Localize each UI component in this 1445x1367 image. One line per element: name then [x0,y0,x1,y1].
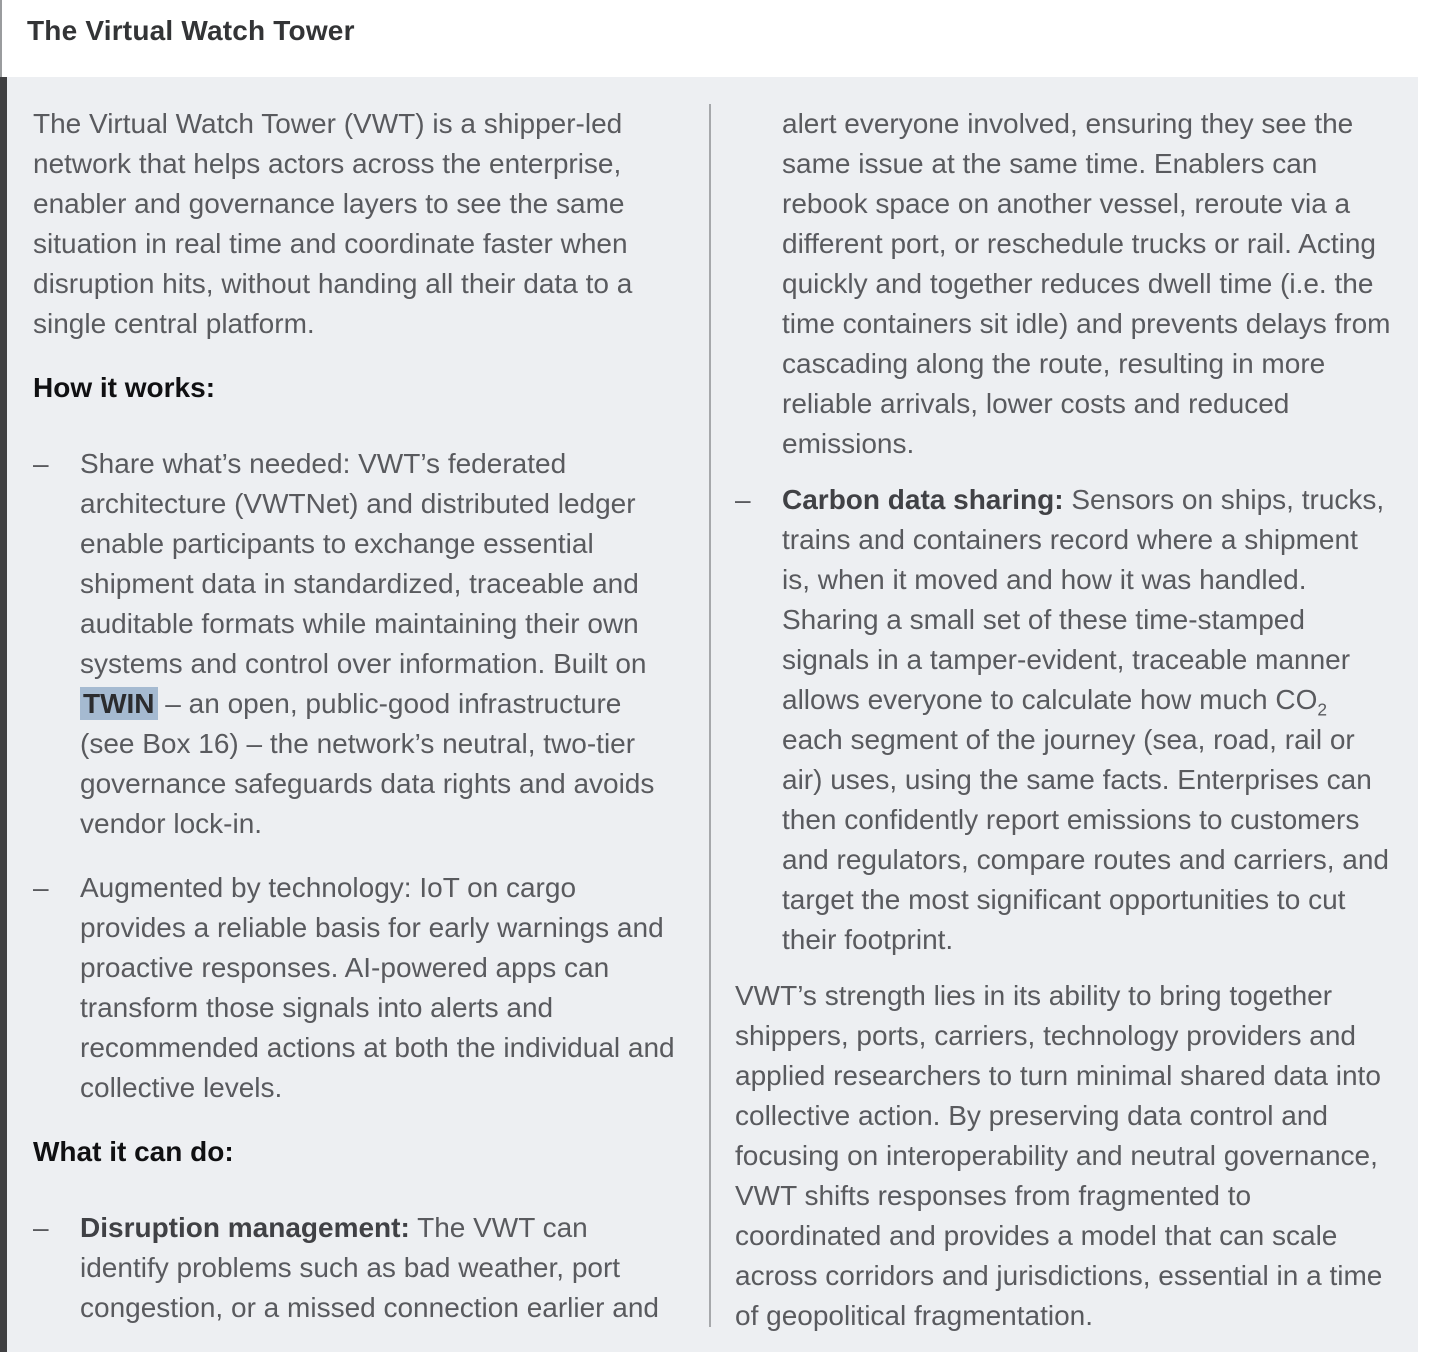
bullet-share-text-before: Share what’s needed: VWT’s federated architecture (VWTNet) and distributed ledger enable participants to exchange essential shipment data in standardized, traceable and auditable formats while maintaining their own systems and control over information. Built on [80,448,647,679]
bullet-augmented-by-technology [33,868,681,1108]
bullet-share-whats-needed [33,444,681,844]
bullet-dash-icon: – [33,448,49,479]
bullet-disruption-management [33,1208,681,1328]
bullet-carbon-part2: each segment of the journey (sea, road, rail or air) uses, using the same facts. Enterprises can then confidently report emissions to customers and regulators, compare routes and carriers, and target the most significant opportunities to cut their footprint. [782,724,1389,955]
box-title-bar [0,0,1445,77]
left-column [7,77,681,1352]
bullet-text [80,1208,681,1328]
bullet-share-text-after: – an open, public-good infrastructure (see Box 16) – the network’s neutral, two-tier governance safeguards data rights and avoids vendor lock-in. [80,688,655,839]
what-it-can-do-heading: What it can do: [33,1136,234,1167]
continuation-text: alert everyone involved, ensuring they see the same issue at the same time. Enablers can rebook space on another vessel, reroute via a different port, or reschedule trucks or rail. Acting quickly and together reduces dwell time (i.e. the time containers sit idle) and prevents delays from cascading along the route, resulting in more reliable arrivals, lower costs and reduced emissions. [782,108,1391,459]
bullet-dash-spacer [735,104,782,464]
bullet-text: Augmented by technology: IoT on cargo provides a reliable basis for early warnings and proactive responses. AI-powered apps can transform those signals into alerts and recommended actions at both the individual and collective levels. [80,872,675,1103]
disruption-continuation-block [735,104,1393,464]
bullet-text [782,480,1393,960]
bullet-carbon-part1: Sensors on ships, trucks, trains and containers record where a shipment is, when it moved and how it was handled. Sharing a small set of these time-stamped signals in a tamper-evident, traceable manner allows everyone to calculate how much CO [782,484,1385,715]
bullet-disruption-rest: The VWT can identify problems such as bad weather, port congestion, or a missed connection earlier and [80,1212,660,1323]
bullet-dash-icon: – [33,872,49,903]
intro-paragraph: The Virtual Watch Tower (VWT) is a shipper-led network that helps actors across the enterprise, enabler and governance layers to see the same situation in real time and coordinate faster when disruption hits, without handing all their data to a single central platform. [33,108,633,339]
bullet-disruption-lead: Disruption management: [80,1212,410,1243]
twin-highlight-link[interactable]: TWIN [80,687,158,720]
bullet-text [80,444,681,844]
co2-subscript: 2 [1317,699,1328,720]
bullet-carbon-lead: Carbon data sharing: [782,484,1064,515]
right-column [711,77,1418,1352]
bullet-dash-icon: – [735,484,751,515]
content-panel [0,77,1418,1352]
closing-paragraph: VWT’s strength lies in its ability to bring together shippers, ports, carriers, technology providers and applied researchers to turn minimal shared data into collective action. By preserving data control and focusing on interoperability and neutral governance, VWT shifts responses from fragmented to coordinated and provides a model that can scale across corridors and jurisdictions, essential in a time of geopolitical fragmentation. [735,980,1383,1331]
page-title: The Virtual Watch Tower [27,15,355,46]
bullet-dash-icon: – [33,1212,49,1243]
how-it-works-heading: How it works: [33,372,216,403]
bullet-carbon-data-sharing [735,480,1393,960]
